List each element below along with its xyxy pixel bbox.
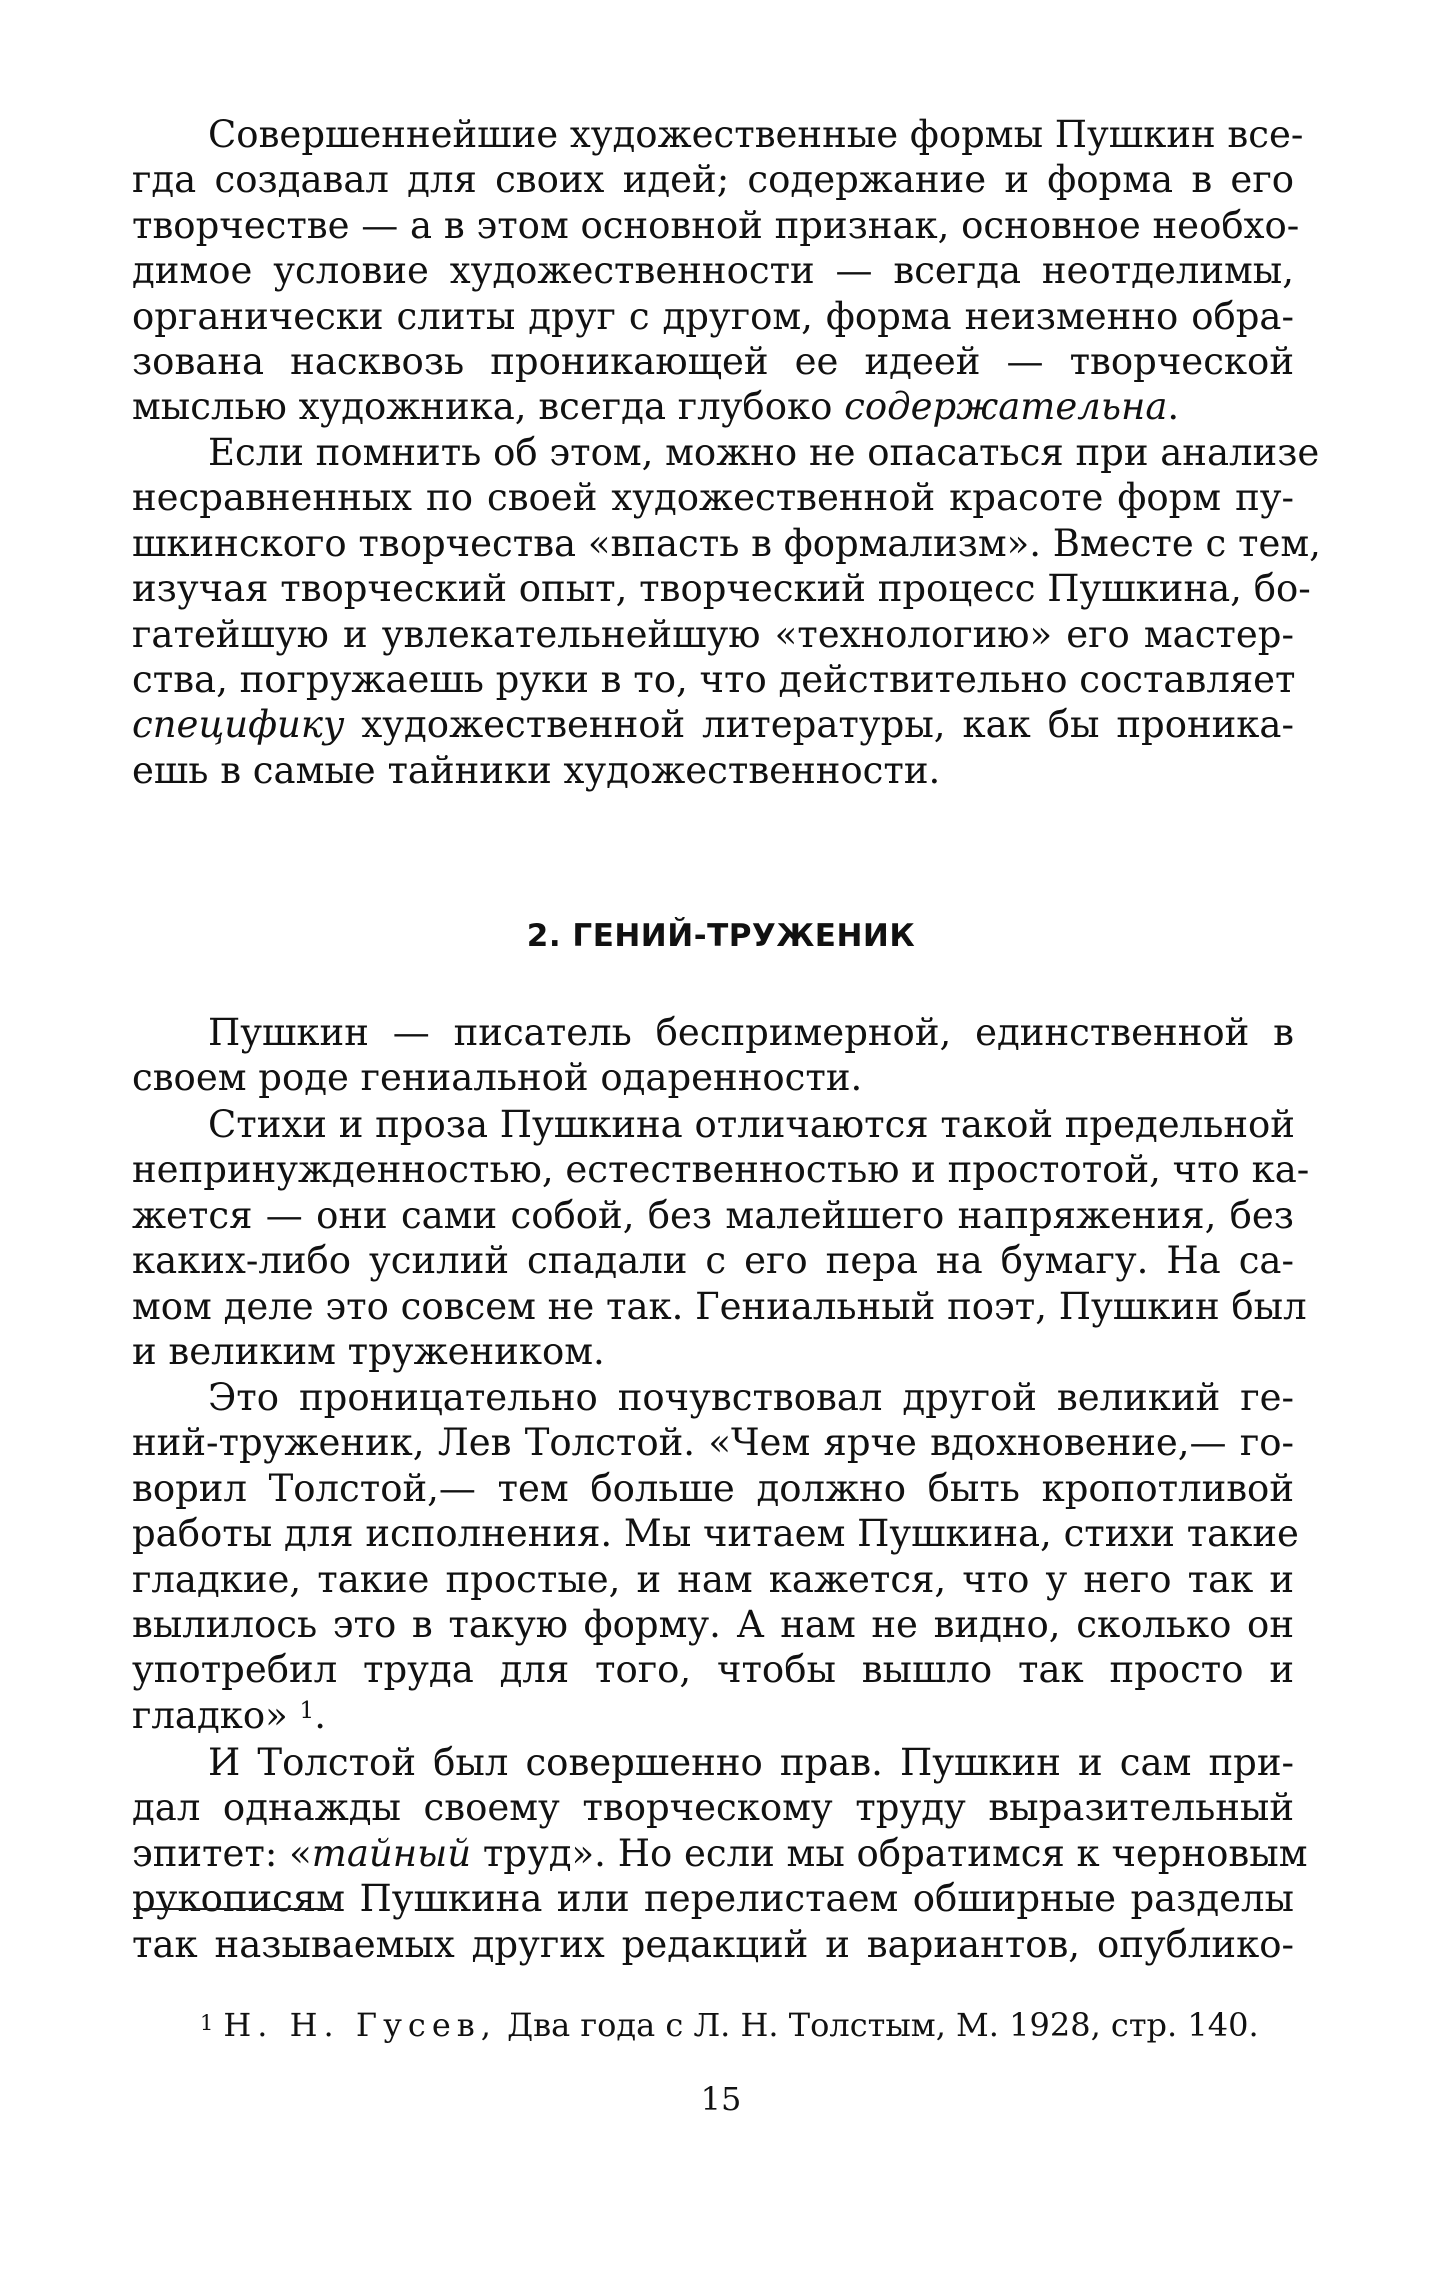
text-line: шкинского творчества «впасть в формализм». Вместе с тем,: [132, 521, 1321, 565]
text-line: Это проницательно почувствовал другой великий ге-: [208, 1376, 1294, 1419]
text-line: гладкие, такие простые, и нам кажется, что у него так и: [132, 1557, 1294, 1601]
text-line: димое условие художественности — всегда неотделимы,: [132, 249, 1294, 293]
text-line: Если помнить об этом, можно не опасаться при анализе: [208, 431, 1320, 474]
paragraph-6: [132, 1740, 1308, 1967]
text-span: гладко»: [132, 1693, 288, 1737]
text-line: И Толстой был совершенно прав. Пушкин и сам при-: [208, 1741, 1294, 1784]
text-line: [132, 1693, 1294, 1738]
text-line: Стихи и проза Пушкина отличаются такой предельной: [208, 1103, 1295, 1146]
text-line: органически слиты друг с другом, форма неизменно обра-: [132, 294, 1294, 338]
text-line: ворил Толстой,— тем больше должно быть кропотливой: [132, 1466, 1294, 1510]
text-line: зована насквозь проникающей ее идеей — творческой: [132, 340, 1294, 384]
text-line: несравненных по своей художественной красоте форм пу-: [132, 476, 1294, 520]
paragraph-5: [132, 1375, 1299, 1738]
paragraph-2: [132, 430, 1321, 793]
text-line: [132, 1831, 1308, 1876]
footnote: [200, 2005, 1300, 2045]
page-number: 15: [700, 2080, 742, 2118]
text-line: гатейшую и увлекательнейшую «технологию» его мастер-: [132, 612, 1294, 656]
footnote-divider: [134, 1908, 334, 1910]
text-line: ний-труженик, Лев Толстой. «Чем ярче вдохновение,— го-: [132, 1421, 1294, 1465]
text-line: ешь в самые тайники художественности.: [132, 748, 941, 792]
text-line: мом деле это совсем не так. Гениальный поэт, Пушкин был: [132, 1284, 1307, 1328]
text-span: труд». Но если мы обратимся к черновым: [471, 1831, 1308, 1875]
text-line: так называемых других редакций и вариантов, опублико-: [132, 1922, 1294, 1966]
italic-term: тайный: [311, 1831, 472, 1875]
text-line: Пушкин — писатель беспримерной, единственной в: [208, 1011, 1294, 1054]
paragraph-4: [132, 1102, 1310, 1374]
text-line: жется — они сами собой, без малейшего напряжения, без: [132, 1193, 1294, 1237]
paragraph-1: [132, 112, 1304, 430]
text-span: .: [1167, 385, 1180, 429]
paragraph-3: [132, 1010, 1294, 1101]
text-line: каких-либо усилий спадали с его пера на бумагу. На са-: [132, 1239, 1294, 1283]
text-line: работы для исполнения. Мы читаем Пушкина, стихи такие: [132, 1512, 1299, 1556]
text-line: непринужденностью, естественностью и простотой, что ка-: [132, 1148, 1310, 1192]
text-line: ства, погружаешь руки в то, что действительно составляет: [132, 658, 1296, 702]
text-line: [132, 384, 1294, 429]
text-span: .: [314, 1693, 326, 1737]
text-line: и великим тружеником.: [132, 1330, 605, 1374]
text-line: своем роде гениальной одаренности.: [132, 1056, 863, 1100]
footnote-text: Два года с Л. Н. Толстым, М. 1928, стр. 140.: [496, 2006, 1259, 2044]
footnote-reference[interactable]: 1: [299, 1697, 315, 1724]
text-line: употребил труда для того, чтобы вышло так просто и: [132, 1648, 1294, 1692]
text-line: творчестве — а в этом основной признак, основное необхо-: [132, 203, 1300, 247]
text-line: [132, 702, 1294, 747]
section-heading: 2. ГЕНИЙ-ТРУЖЕНИК: [526, 918, 916, 954]
footnote-author: Н. Н. Гусев,: [223, 2006, 497, 2044]
italic-term: специфику: [132, 703, 345, 747]
text-line: дал однажды своему творческому труду выразительный: [132, 1786, 1294, 1830]
text-span: эпитет: «: [132, 1831, 312, 1875]
text-line: рукописям Пушкина или перелистаем обширные разделы: [132, 1877, 1294, 1921]
text-line: гда создавал для своих идей; содержание и форма в его: [132, 158, 1294, 202]
text-span: художественной литературы, как бы проника-: [344, 703, 1294, 747]
text-span: мыслью художника, всегда глубоко: [132, 385, 845, 429]
text-line: Совершеннейшие художественные формы Пушкин все-: [208, 113, 1304, 156]
text-line: вылилось это в такую форму. А нам не видно, сколько он: [132, 1603, 1294, 1647]
text-line: изучая творческий опыт, творческий процесс Пушкина, бо-: [132, 567, 1311, 611]
footnote-marker: 1: [200, 2011, 214, 2035]
italic-term: содержательна: [844, 385, 1168, 429]
